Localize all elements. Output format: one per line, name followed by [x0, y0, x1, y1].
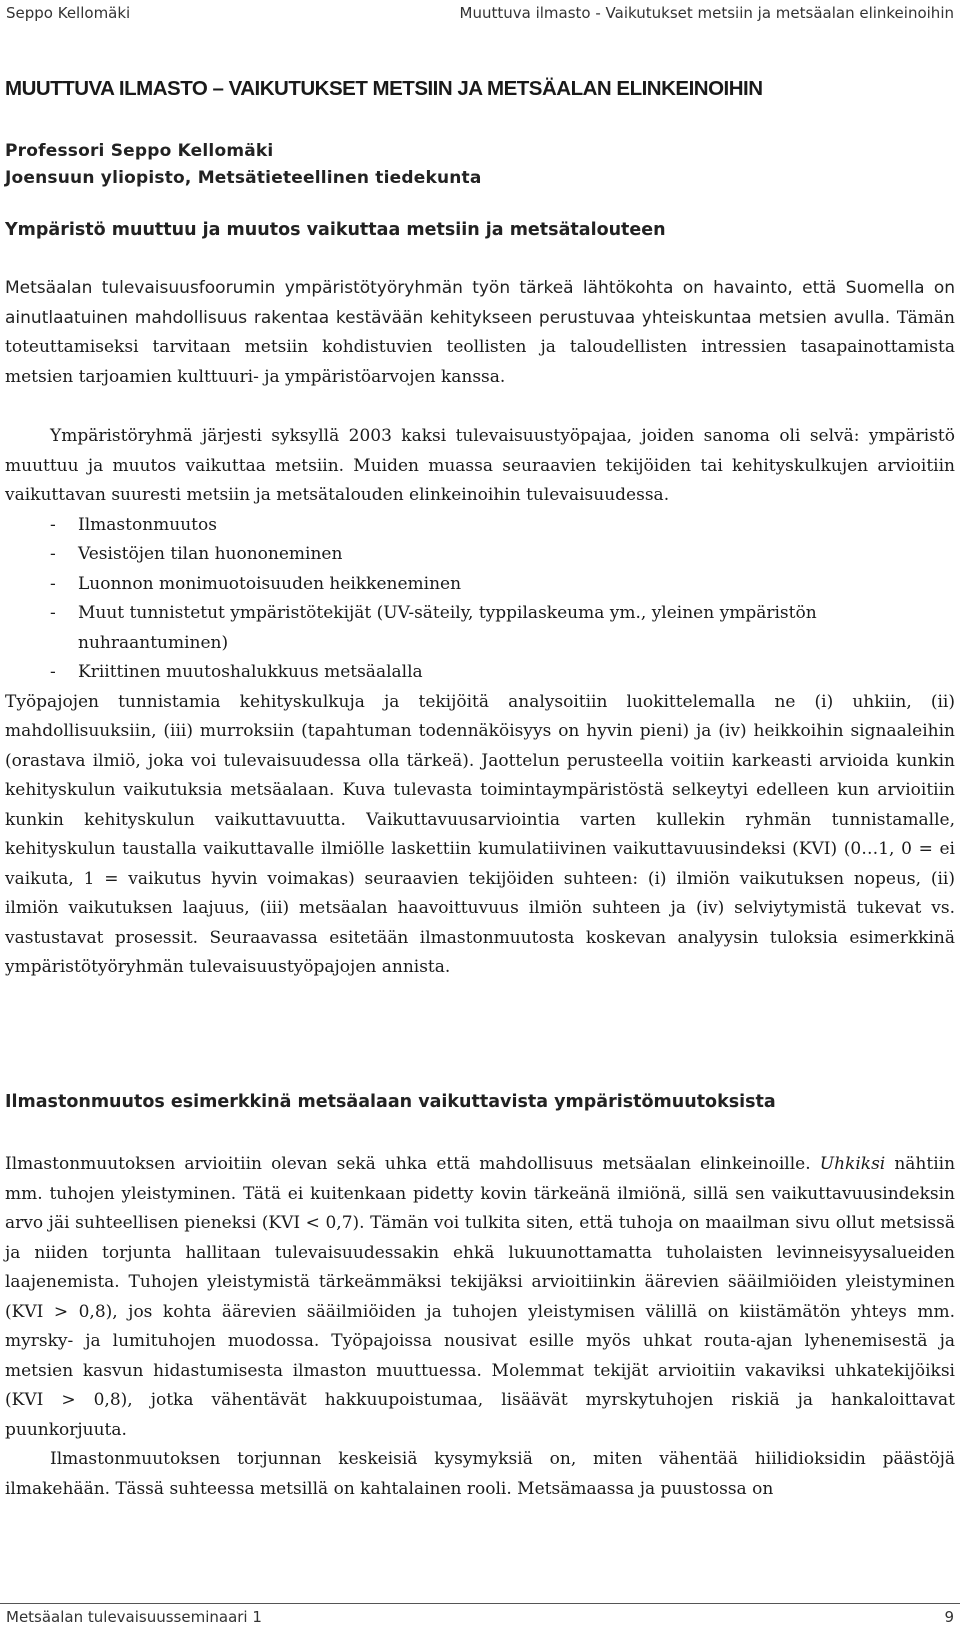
list-item: - Muut tunnistetut ympäristötekijät (UV-säteily, typpilaskeuma ym., yleinen ympäristön nuhraantuminen) — [50, 603, 817, 653]
author-name: Professori Seppo Kellomäki — [5, 141, 274, 161]
factor-list — [5, 511, 955, 688]
page-number: 9 — [944, 1608, 954, 1626]
header-author: Seppo Kellomäki — [6, 4, 131, 22]
paragraph-2: Ympäristöryhmä järjesti syksyllä 2003 kaksi tulevaisuustyöpajaa, joiden sanoma oli selvä: ympäristö muuttuu ja muutos vaikuttaa metsiin. Muiden muassa seuraavien tekijöiden tai kehityskulkujen arvioitiin vaikuttavan suuresti metsiin ja metsätalouden elinkeinoihin tulevaisuudessa. — [5, 426, 955, 505]
document-title: MUUTTUVA ILMASTO – VAIKUTUKSET METSIIN JA METSÄALAN ELINKEINOIHIN — [5, 77, 763, 100]
intro-text: Metsäalan tulevaisuusfoorumin ympäristötyöryhmän työn tärkeä lähtökohta on havainto, että Suomella on ainutlaatuinen mahdollisuus rakentaa kestävään kehitykseen perustuvaa yhteiskuntaa metsien avulla. — [5, 278, 955, 328]
intro-paragraph — [5, 274, 955, 392]
paragraph-3: Työpajojen tunnistamia kehityskulkuja ja tekijöitä analysoitiin luokittelemalla ne (i) uhkiin, (ii) mahdollisuuksiin, (iii) murroksiin (tapahtuman todennäköisyys on hyvin pieni) ja (iv) heikkoihin signaaleihin (orastava ilmiö, joka voi tulevaisuudessa olla tärkeä). Jaottelun perusteella voitiin karkeasti arvioida kunkin kehityskulun vaikutuksia metsäalaan. Kuva tulevasta toimintaympäristöstä selkeytyi edelleen kun arvioitiin kunkin kehityskulun vaikuttavuutta. Vaikuttavuusarviointia varten kullekin ryhmän tunnistamalle, kehityskulun taustalla vaikuttavalle ilmiölle laskettiin kumulatiivinen vaikuttavuusindeksi (KVI) (0…1, 0 = ei vaikuta, 1 = vaikutus hyvin voimakas) seuraavien tekijöiden suhteen: (i) ilmiön vaikutuksen nopeus, (ii) ilmiön vaikutuksen laajuus, (iii) metsäalan haavoittuvuus ilmiön suhteen ja (iv) selviytymistä tukevat vs. vastustavat prosessit. Seuraavassa esitetään ilmastonmuutosta koskevan analyysin tuloksia esimerkkinä ympäristötyöryhmän tulevaisuustyöpajojen annista. — [5, 691, 955, 977]
footer-seminar: Metsäalan tulevaisuusseminaari 1 — [6, 1608, 262, 1626]
list-item: - Ilmastonmuutos — [50, 514, 217, 535]
section-heading-2: Ilmastonmuutos esimerkkinä metsäalaan vaikuttavista ympäristömuutoksista — [5, 1092, 776, 1112]
list-item: - Kriittinen muutoshalukkuus metsäalalla — [50, 662, 423, 682]
author-affiliation: Joensuun yliopisto, Metsätieteellinen tiedekunta — [5, 168, 482, 188]
list-item: - Luonnon monimuotoisuuden heikkeneminen — [50, 573, 462, 594]
footer-divider — [0, 1603, 960, 1604]
author-block — [5, 138, 955, 192]
running-header — [6, 4, 954, 28]
section-heading-1: Ympäristö muuttuu ja muutos vaikuttaa metsiin ja metsätalouteen — [5, 220, 666, 240]
header-title: Muuttuva ilmasto - Vaikutukset metsiin ja metsäalan elinkeinoihin — [459, 4, 954, 22]
paragraph-1-rest: Tämän toteuttamiseksi tarvitaan metsiin kohdistuvien teollisten ja taloudellisten intressien tasapainottamista metsien tarjoamien kulttuuri- ja ympäristöarvojen kanssa. — [5, 307, 956, 387]
section-1-body — [5, 422, 955, 983]
section-2-body — [5, 1150, 955, 1504]
paragraph-5: Ilmastonmuutoksen torjunnan keskeisiä kysymyksiä on, miten vähentää hiilidioksidin päästöjä ilmakehään. Tässä suhteessa metsillä on kahtalainen rooli. Metsämaassa ja puustossa on — [5, 1449, 955, 1499]
page-footer — [6, 1608, 954, 1632]
list-item: - Vesistöjen tilan huononeminen — [50, 544, 343, 564]
paragraph-4: Ilmastonmuutoksen arvioitiin olevan sekä uhka että mahdollisuus metsäalan elinkeinoille. Uhkiksi nähtiin mm. tuhojen yleistyminen. Tätä ei kuitenkaan pidetty kovin tärkeänä ilmiönä, sillä sen vaikuttavuusindeksin arvo jäi suhteellisen pieneksi (KVI < 0,7). Tämän voi tulkita siten, että tuhoja on maailman sivu ollut metsissä ja niiden torjunta hallitaan tulevaisuudessakin ehkä lukuunottamatta tuholaisten levinneisyysalueiden laajenemista. Tuhojen yleistymistä tärkeämmäksi tekijäksi arvioitiinkin äärevien sääilmiöiden yleistyminen (KVI > 0,8), jos kohta äärevien sääilmiöiden ja tuhojen yleistymisen välillä on kiistämätön yhteys mm. myrsky- ja lumituhojen muodossa. Työpajoissa nousivat esille myös uhkat routa-ajan lyhenemisestä ja metsien kasvun hidastumisesta ilmaston muuttuessa. Molemmat tekijät arvioitiin vakaviksi uhkatekijöiksi (KVI > 0,8), jotka vähentävät hakkuupoistumaa, lisäävät myrskytuhojen riskiä ja hankaloittavat puunkorjuuta. — [5, 1154, 956, 1440]
italic-term: Uhkiksi — [819, 1154, 886, 1174]
